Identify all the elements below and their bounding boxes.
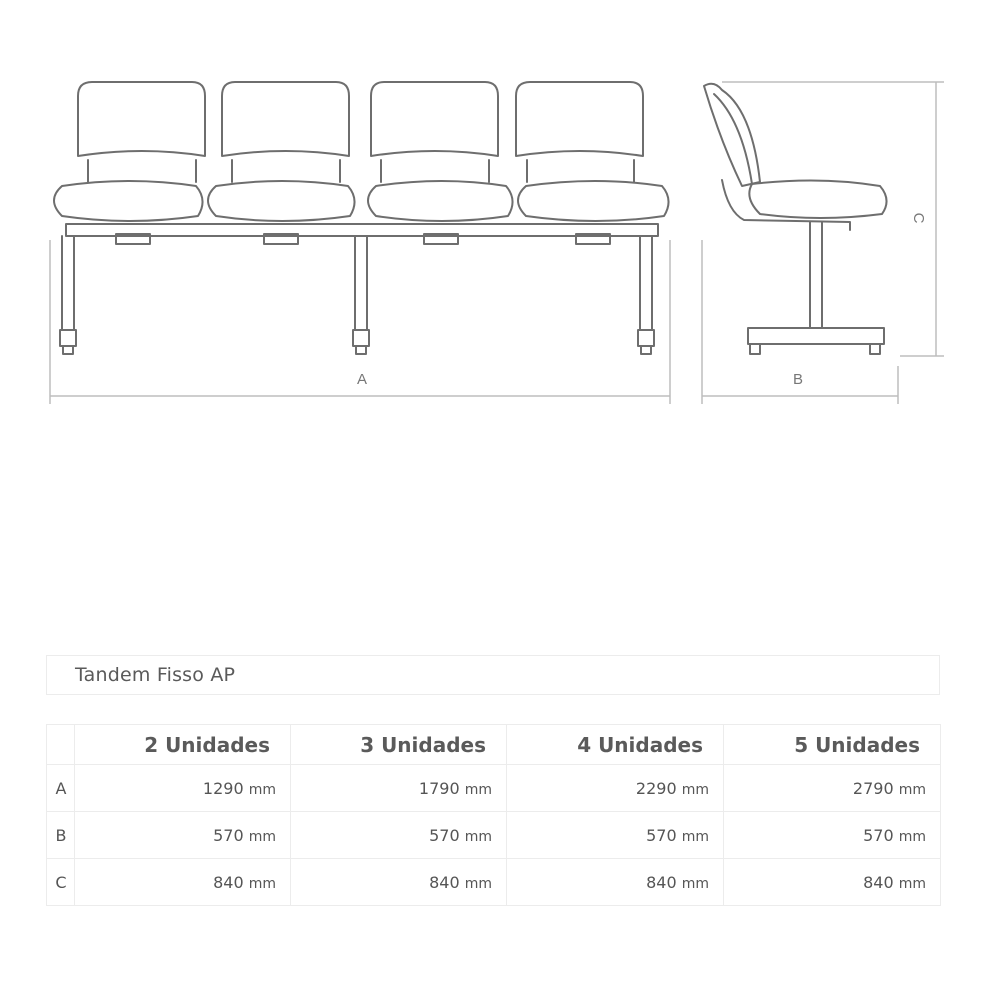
table-cell: 840 mm [291, 859, 507, 906]
table-cell: 840 mm [507, 859, 724, 906]
column-header: 5 Unidades [724, 725, 941, 765]
row-label: B [47, 812, 75, 859]
leg [638, 236, 654, 354]
row-label: C [47, 859, 75, 906]
seat [518, 181, 669, 221]
table-cell: 1790 mm [291, 765, 507, 812]
column-header: 3 Unidades [291, 725, 507, 765]
table-cell: 840 mm [724, 859, 941, 906]
table-row [47, 859, 941, 906]
dimension-label-b: B [792, 371, 804, 388]
side-base [748, 328, 884, 344]
leg [353, 236, 369, 354]
beam [66, 224, 658, 236]
table-cell: 570 mm [75, 812, 291, 859]
backrest [516, 82, 643, 182]
side-backrest [704, 84, 760, 186]
corner-cell [47, 725, 75, 765]
table-title: Tandem Fisso AP [75, 664, 236, 686]
side-seat [749, 180, 886, 218]
side-view [704, 84, 887, 354]
table-cell: 1290 mm [75, 765, 291, 812]
dimension-label-a: A [356, 371, 368, 388]
seat [368, 181, 513, 221]
table-cell: 570 mm [291, 812, 507, 859]
column-header: 2 Unidades [75, 725, 291, 765]
table-title-box [46, 655, 940, 695]
table-cell: 2790 mm [724, 765, 941, 812]
backrest [78, 82, 205, 182]
backrest [371, 82, 498, 182]
front-view [54, 82, 669, 354]
backrest [222, 82, 349, 182]
table-cell: 570 mm [724, 812, 941, 859]
table-header-row [47, 725, 941, 765]
table-row [47, 765, 941, 812]
table-row [47, 812, 941, 859]
table-cell: 570 mm [507, 812, 724, 859]
row-label: A [47, 765, 75, 812]
dimensions-table [46, 724, 941, 906]
leg [60, 236, 76, 354]
side-frame [722, 180, 850, 230]
dimension-label-c: C [910, 212, 927, 224]
table-cell: 2290 mm [507, 765, 724, 812]
seat [54, 181, 203, 221]
column-header: 4 Unidades [507, 725, 724, 765]
seat [208, 181, 355, 221]
table-cell: 840 mm [75, 859, 291, 906]
